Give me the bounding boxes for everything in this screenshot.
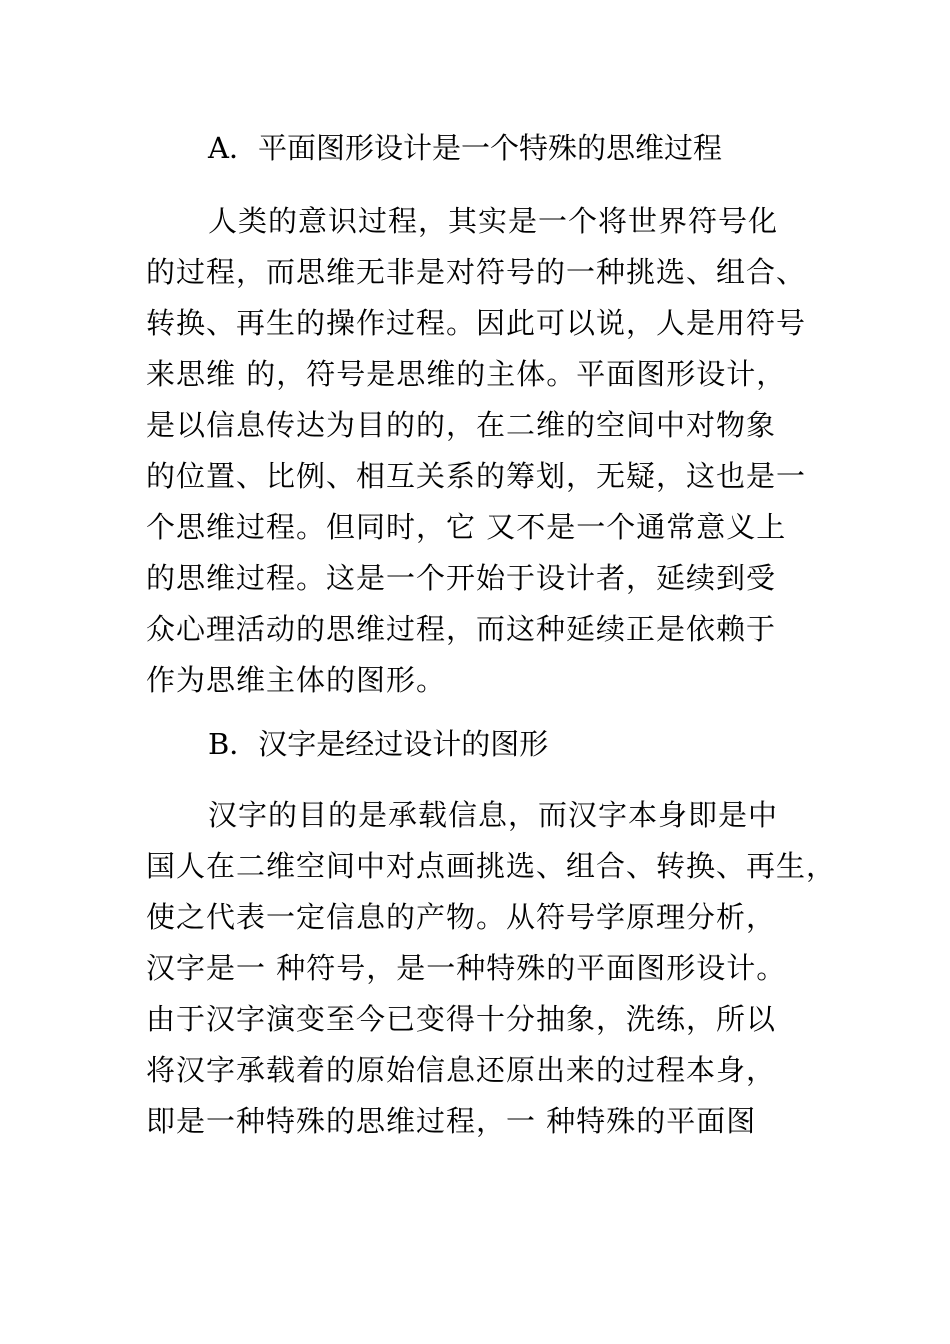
section-b-paragraph <box>146 790 837 1147</box>
paragraph-line: 由于汉字演变至今已变得十分抽象，洗练，所以 <box>146 1002 777 1036</box>
paragraph-line: 汉字的目的是承载信息，而汉字本身即是中 <box>208 798 779 832</box>
paragraph-line: 国人在二维空间中对点画挑选、组合、转换、再生， <box>146 849 837 883</box>
paragraph-line: 的过程，而思维无非是对符号的一种挑选、组合、 <box>146 255 807 289</box>
paragraph-line: 的思维过程。这是一个开始于设计者，延续到受 <box>146 561 777 595</box>
paragraph-line: 即是一种特殊的思维过程，一 种特殊的平面图 <box>146 1104 757 1138</box>
section-b-heading: B．汉字是经过设计的图形 <box>208 727 549 761</box>
paragraph-line: 使之代表一定信息的产物。从符号学原理分析， <box>146 900 777 934</box>
paragraph-line: 个思维过程。但同时，它 又不是一个通常意义上 <box>146 510 787 544</box>
paragraph-line: 作为思维主体的图形。 <box>146 663 447 697</box>
paragraph-line: 转换、再生的操作过程。因此可以说，人是用符号 <box>146 306 807 340</box>
paragraph-line: 的位置、比例、相互关系的筹划，无疑，这也是一 <box>146 459 807 493</box>
paragraph-line: 汉字是一 种符号，是一种特殊的平面图形设计。 <box>146 951 787 985</box>
paragraph-line: 来思维 的，符号是思维的主体。平面图形设计， <box>146 357 787 391</box>
paragraph-line: 是以信息传达为目的的，在二维的空间中对物象 <box>146 408 777 442</box>
section-a-paragraph <box>146 196 810 706</box>
paragraph-line: 众心理活动的思维过程，而这种延续正是依赖于 <box>146 612 777 646</box>
paragraph-line: 人类的意识过程，其实是一个将世界符号化 <box>208 204 779 238</box>
paragraph-line: 将汉字承载着的原始信息还原出来的过程本身， <box>146 1053 777 1087</box>
section-a-heading: A．平面图形设计是一个特殊的思维过程 <box>208 131 722 165</box>
